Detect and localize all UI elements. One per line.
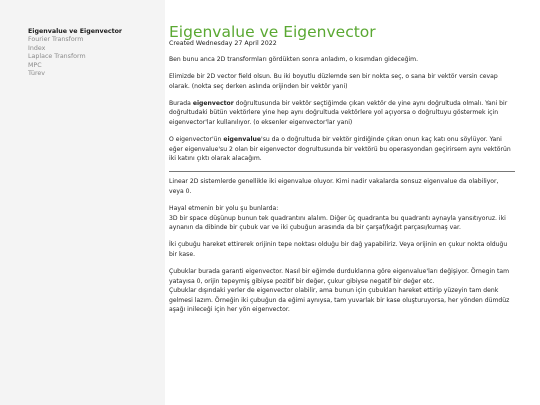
text: Çubuklar burada garanti eigenvector. Nasıl bir eğimde durduklarına göre eigenvalue'ları değişiyor. Örnegin tam yatayısa 0, orijin tepeymiş gibiyse pozitif bir değer, çukur gibiyse negatif bir değer etc.	[169, 268, 510, 285]
text: 'su da o doğrultuda bir vektör girdiğinde çıkan onun kaç katı onu söylüyor. Yani eğer eigenvalue'su 2 olan bir eigenvector dogrultusunda bir vektörü bu operasyondan geçirirsem aynı vektörün iki katını çıktı olarak alacağım.	[169, 136, 511, 163]
text: Çubuklar dışındaki yerler de eigenvector olabilir, ama bunun için çubukları hareket ettirip yüzeyin tam denk gelmesi lazım. Örneğin iki çubuğun da eğimi aynıysa, tam yuvarlak bir kase oluşturuyorsa, her yönden dümdüz aşağı inileceği için her yön eigenvector.	[169, 287, 510, 314]
sidebar-item-mpc[interactable]: MPC	[28, 61, 42, 69]
page-title: Eigenvalue ve Eigenvector	[169, 23, 376, 41]
text: Burada	[169, 99, 193, 107]
term-eigenvector: eigenvector	[192, 99, 234, 107]
paragraph-intro: Ben bunu anca 2D transformları gördükten sonra anladım, o kısımdan gideceğim.	[169, 56, 419, 63]
paragraph-mountain: İki çubuğu hareket ettirerek orijinin tepe noktası olduğu bir dağ yapabiliriz. Veya orijinin en çukur nokta olduğu bir kase.	[169, 241, 508, 258]
text: doğrultusunda bir vektör seçtiğimde çıkan vektör de yine aynı doğrultuda olmalı. Yani bir doğrultudaki bütün vektörlere yine hep aynı doğrultuda vektörlere yol açıyorsa o doğrultuyu göstermek için eigenvector'lar kullanılıyor. (o eksenler eigenvector'lar yani)	[169, 99, 508, 126]
sidebar-item-fourier[interactable]: Fourier Transform	[28, 36, 84, 44]
paragraph-sticks	[169, 267, 515, 315]
sidebar-item-turev[interactable]: Türev	[28, 70, 46, 78]
sidebar-item-eigenvalue[interactable]: Eigenvalue ve Eigenvector	[28, 28, 123, 35]
divider	[169, 171, 515, 172]
sidebar-item-index[interactable]: Index	[28, 44, 46, 52]
main-content	[165, 0, 540, 405]
created-date: Created Wednesday 27 April 2022	[169, 40, 277, 47]
text: 3D bir space düşünup bunun tek quadrantını alalım. Diğer üç quadranta bu quadrantı aynayla yansıtıyoruz. iki aynanın da dibinde bir çubuk var ve iki çubuğun arasında da bir çarşaf/kağıt parçası/kumaş var.	[169, 214, 506, 232]
paragraph-eigenvalue	[169, 135, 515, 164]
paragraph-vector-field: Elimizde bir 2D vector field olsun. Bu iki boyutlu düzlemde sen bir nokta seç, o sana bir vektör versin cevap olarak. (nokta seç derken aslında orijinden bir vektör yani)	[169, 73, 498, 90]
sidebar	[0, 0, 165, 405]
article	[169, 24, 515, 322]
text: O eigenvector'ün	[169, 136, 224, 144]
text: Hayal etmenin bir yolu şu bunlarda:	[169, 205, 279, 213]
sidebar-item-laplace[interactable]: Laplace Transform	[28, 53, 86, 61]
sidebar-nav	[0, 0, 165, 78]
paragraph-linear-2d: Linear 2D sistemlerde genellikle iki eigenvalue oluyor. Kimi nadir vakalarda sonsuz eigenvalue da olabiliyor, veya 0.	[169, 178, 499, 195]
paragraph-eigenvector	[169, 99, 515, 128]
paragraph-imagine	[169, 204, 515, 233]
term-eigenvalue: eigenvalue	[223, 136, 262, 144]
